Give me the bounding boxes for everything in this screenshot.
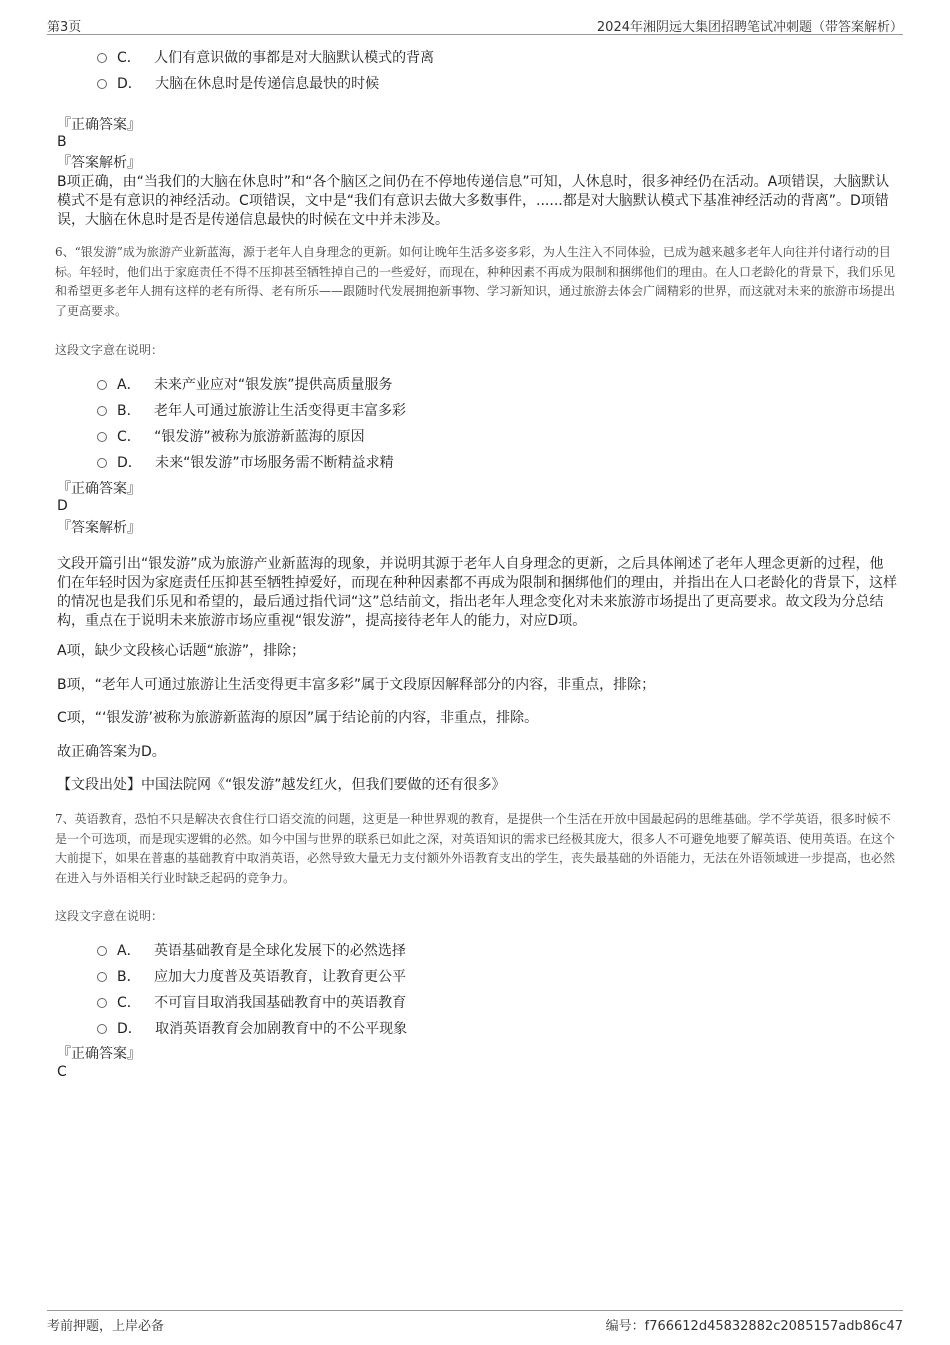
page-header xyxy=(47,16,903,35)
radio-icon[interactable] xyxy=(97,946,107,956)
q7-answer-heading: 『正确答案』 xyxy=(57,1046,141,1062)
footer-slogan: 考前押题，上岸必备 xyxy=(47,1319,165,1334)
option-text: “银发游”被称为旅游新蓝海的原因 xyxy=(154,429,365,445)
radio-icon[interactable] xyxy=(97,432,107,442)
option-label: D． xyxy=(117,1021,142,1037)
radio-icon[interactable] xyxy=(97,998,107,1008)
q7-prompt: 这段文字意在说明： xyxy=(55,909,164,923)
radio-icon[interactable] xyxy=(97,79,107,89)
option-text: 不可盲目取消我国基础教育中的英语教育 xyxy=(154,995,407,1011)
option-label: D． xyxy=(117,455,142,471)
option-label: C． xyxy=(117,50,141,66)
q6-conclusion: 故正确答案为D。 xyxy=(57,744,166,760)
q7-option-c[interactable] xyxy=(97,992,406,1012)
radio-icon[interactable] xyxy=(97,972,107,982)
option-text: 取消英语教育会加剧教育中的不公平现象 xyxy=(155,1021,408,1037)
document-id: 编号：f766612d45832882c2085157adb86c47 xyxy=(605,1319,903,1334)
option-label: C． xyxy=(117,995,141,1011)
option-text: 人们有意识做的事都是对大脑默认模式的背离 xyxy=(154,50,435,66)
q6-option-b-note: B项，“老年人可通过旅游让生活变得更丰富多彩”属于文段原因解释部分的内容，非重点，排除； xyxy=(57,677,656,693)
option-text: 未来产业应对“银发族”提供高质量服务 xyxy=(153,377,393,393)
radio-icon[interactable] xyxy=(97,458,107,468)
option-label: A． xyxy=(117,943,141,959)
q7-answer: C xyxy=(57,1064,67,1080)
q6-answer-heading: 『正确答案』 xyxy=(57,481,141,497)
q6-answer: D xyxy=(57,498,68,514)
option-label: B． xyxy=(117,969,141,985)
q6-source: 【文段出处】中国法院网《“银发游”越发红火，但我们要做的还有很多》 xyxy=(57,777,506,793)
option-text: 应加大力度普及英语教育，让教育更公平 xyxy=(153,969,406,985)
q7-option-b[interactable] xyxy=(97,966,406,986)
q5-analysis: B项正确，由“当我们的大脑在休息时”和“各个脑区之间仍在不停地传递信息”可知，人休息时，很多神经仍在活动。A项错误，大脑默认模式不是有意识的神经活动。C项错误，文中是“我们有意识去做大多数事件，......都是对大脑默认模式下基准神经活动的背离”。D项错误，大脑在休息时是否是传递信息最快的时候在文中并未涉及。 xyxy=(57,174,890,228)
q6-prompt: 这段文字意在说明： xyxy=(55,343,164,357)
q5-analysis-heading: 『答案解析』 xyxy=(57,155,141,171)
q6-option-a-note: A项，缺少文段核心话题“旅游”，排除； xyxy=(57,643,306,659)
option-text: 老年人可通过旅游让生活变得更丰富多彩 xyxy=(153,403,406,419)
q6-option-a[interactable] xyxy=(97,374,392,394)
option-label: C． xyxy=(117,429,141,445)
q6-option-b[interactable] xyxy=(97,400,406,420)
option-label: A． xyxy=(117,377,141,393)
page-number: 第3页 xyxy=(47,20,82,35)
q6-analysis: 文段开篇引出“银发游”成为旅游产业新蓝海的现象，并说明其源于老年人自身理念的更新，之后具体阐述了老年人理念更新的过程，他们在年轻时因为家庭责任压抑甚至牺牲掉爱好，而现在种种因素都不再成为限制和捆绑他们的理由，并指出在人口老龄化的背景下，这样的情况也是我们乐见和希望的，最后通过指代词“这”总结前文，指出老年人理念变化对未来旅游市场提出了更高要求。故文段为分总结构，重点在于说明未来旅游市场应重视“银发游”，提高接待老年人的能力，对应D项。 xyxy=(57,556,897,629)
radio-icon[interactable] xyxy=(97,53,107,63)
page-footer xyxy=(47,1310,903,1334)
q6-analysis-heading: 『答案解析』 xyxy=(57,520,141,536)
q7-option-a[interactable] xyxy=(97,940,406,960)
q7-stem: 7、英语教育，恐怕不只是解决衣食住行口语交流的问题，这更是一种世界观的教育，是提供一个生活在开放中国最起码的思维基础。学不学英语，很多时候不是一个可选项，而是现实逻辑的必然。如今中国与世界的联系已如此之深，对英语知识的需求已经极其庞大，很多人不可避免地要了解英语、使用英语。在这个大前提下，如果在普惠的基础教育中取消英语，必然导致大量无力支付额外外语教育支出的学生，丧失最基础的外语能力，无法在外语领域进一步提高，也必然在进入与外语相关行业时缺乏起码的竞争力。 xyxy=(55,812,896,885)
q6-option-d[interactable] xyxy=(97,452,394,472)
q6-option-c-note: C项，“‘银发游’被称为旅游新蓝海的原因”属于结论前的内容，非重点，排除。 xyxy=(57,710,539,726)
option-text: 大脑在休息时是传递信息最快的时候 xyxy=(155,76,380,92)
q5-answer-heading: 『正确答案』 xyxy=(57,117,141,133)
option-label: D． xyxy=(117,76,142,92)
document-title: 2024年湘阴远大集团招聘笔试冲刺题（带答案解析） xyxy=(596,20,903,35)
q5-option-c[interactable] xyxy=(97,47,434,67)
q6-option-c[interactable] xyxy=(97,426,365,446)
radio-icon[interactable] xyxy=(97,406,107,416)
q7-option-d[interactable] xyxy=(97,1018,407,1038)
option-text: 未来“银发游”市场服务需不断精益求精 xyxy=(155,455,394,471)
q5-option-d[interactable] xyxy=(97,73,379,93)
option-label: B． xyxy=(117,403,141,419)
radio-icon[interactable] xyxy=(97,380,107,390)
q6-stem: 6、“银发游”成为旅游产业新蓝海，源于老年人自身理念的更新。如何让晚年生活多姿多彩，为人生注入不同体验，已成为越来越多老年人向往并付诸行动的目标。年轻时，他们出于家庭责任不得不压抑甚至牺牲掉自己的一些爱好，而现在，种种因素不再成为限制和捆绑他们的理由。在人口老龄化的背景下，我们乐见和希望更多老年人拥有这样的老有所得、老有所乐——跟随时代发展拥抱新事物、学习新知识，通过旅游去体会广阔精彩的世界，而这就对未来的旅游市场提出了更高要求。 xyxy=(55,245,896,318)
option-text: 英语基础教育是全球化发展下的必然选择 xyxy=(153,943,406,959)
radio-icon[interactable] xyxy=(97,1024,107,1034)
q5-answer: B xyxy=(57,134,67,150)
